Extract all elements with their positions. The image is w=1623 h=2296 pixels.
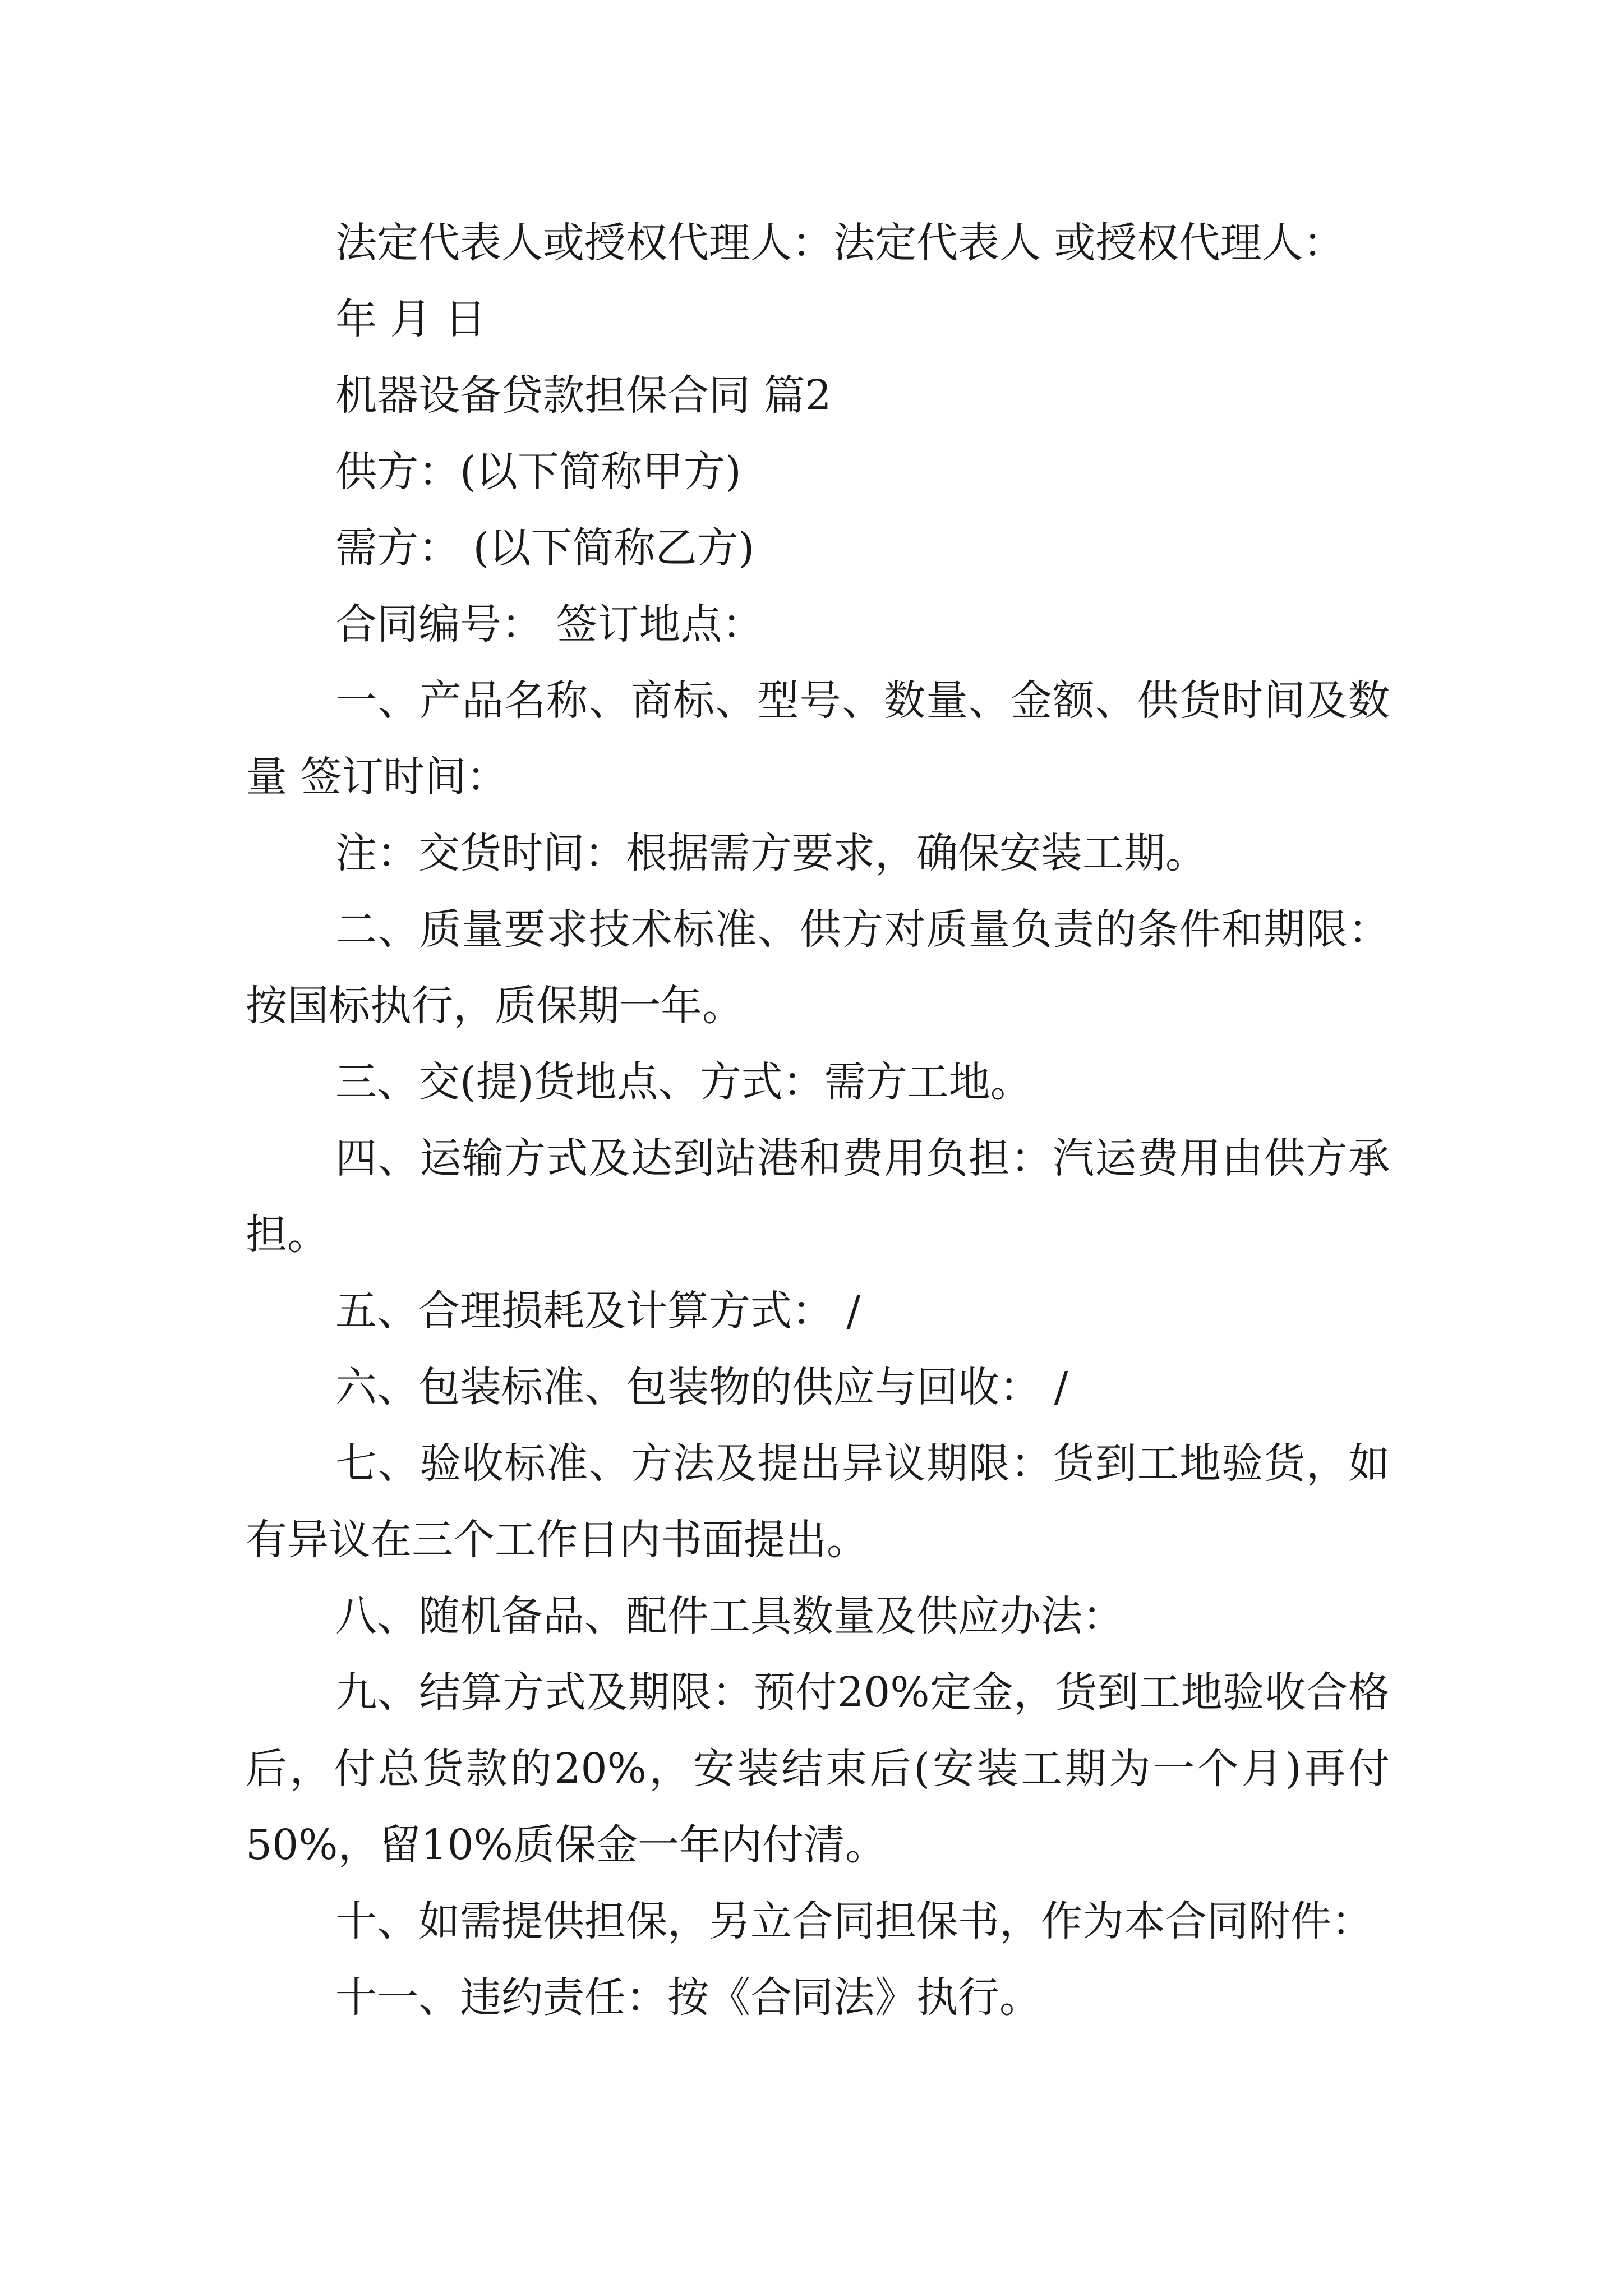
paragraph-supplier: 供方：(以下简称甲方) bbox=[335, 448, 741, 496]
paragraph-clause-7: 七、验收标准、方法及提出异议期限：货到工地验货，如有异议在三个工作日内书面提出。 bbox=[246, 1439, 1390, 1564]
document-body bbox=[246, 205, 1390, 2036]
paragraph-section-title: 机器设备贷款担保合同 篇2 bbox=[335, 371, 832, 420]
paragraph-buyer: 需方： (以下简称乙方) bbox=[335, 524, 755, 572]
paragraph-clause-11: 十一、违约责任：按《合同法》执行。 bbox=[335, 1973, 1041, 2022]
paragraph-contract-number: 合同编号： 签订地点： bbox=[335, 600, 764, 648]
paragraph-clause-10: 十、如需提供担保，另立合同担保书，作为本合同附件： bbox=[335, 1897, 1373, 1945]
paragraph-date: 年 月 日 bbox=[335, 295, 487, 343]
paragraph-clause-1: 一、产品名称、商标、型号、数量、金额、供货时间及数量 签订时间： bbox=[246, 677, 1390, 801]
paragraph-signatories: 法定代表人或授权代理人：法定代表人 或授权代理人： bbox=[335, 219, 1345, 267]
paragraph-clause-3: 三、交(提)货地点、方式：需方工地。 bbox=[335, 1058, 1032, 1106]
paragraph-clause-9: 九、结算方式及期限：预付20%定金，货到工地验收合格后，付总货款的20%，安装结束后(安装工期为一个月)再付50%，留10%质保金一年内付清。 bbox=[246, 1668, 1390, 1869]
paragraph-clause-4: 四、运输方式及达到站港和费用负担：汽运费用由供方承担。 bbox=[246, 1134, 1390, 1259]
paragraph-clause-5: 五、合理损耗及计算方式： / bbox=[335, 1287, 861, 1335]
paragraph-clause-6: 六、包装标准、包装物的供应与回收： / bbox=[335, 1363, 1068, 1411]
paragraph-note: 注：交货时间：根据需方要求，确保安装工期。 bbox=[335, 829, 1207, 877]
paragraph-clause-8: 八、随机备品、配件工具数量及供应办法： bbox=[335, 1592, 1124, 1640]
paragraph-clause-2: 二、质量要求技术标准、供方对质量负责的条件和期限：按国标执行，质保期一年。 bbox=[246, 905, 1390, 1030]
